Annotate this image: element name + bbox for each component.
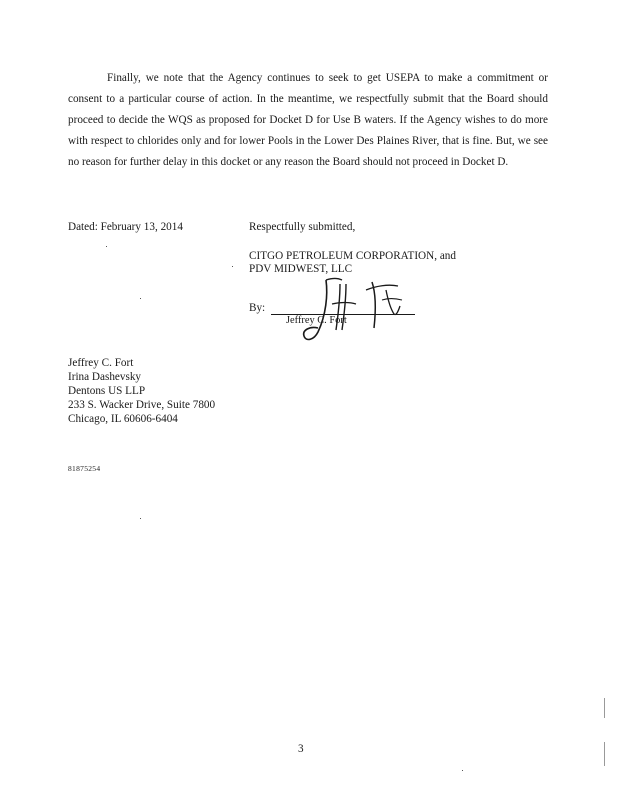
address-line: Dentons US LLP [68, 385, 146, 397]
page-number: 3 [298, 743, 304, 755]
date-line: Dated: February 13, 2014 [68, 221, 183, 233]
signer-name: Jeffrey C. Fort [286, 315, 347, 326]
scan-speck [106, 246, 107, 247]
address-line: Chicago, IL 60606-6404 [68, 413, 178, 425]
handwritten-signature [296, 270, 406, 350]
address-line: Jeffrey C. Fort [68, 357, 134, 369]
respectfully-submitted: Respectfully submitted, [249, 221, 356, 233]
body-paragraph: Finally, we note that the Agency continues to seek to get USEPA to make a commitment or consent to a particular course of action. In the meantime, we respectfully submit that the Board should proceed to decide the WQS as proposed for Docket D for Use B waters. If the Agency wishes to do more with respect to chlorides only and for lower Pools in the Lower Des Plaines River, that is fine. But, we see no reason for further delay in this docket or any reason the Board should not proceed in Docket D. [68, 72, 548, 168]
scan-edge-mark [604, 698, 605, 718]
address-line: Irina Dashevsky [68, 371, 142, 383]
by-label: By: [249, 302, 266, 314]
scan-edge-mark [604, 742, 605, 766]
company-name-line-1: CITGO PETROLEUM CORPORATION, and [249, 250, 456, 262]
scan-speck [140, 298, 141, 299]
company-name-line-2: PDV MIDWEST, LLC [249, 263, 353, 275]
scan-speck [140, 518, 141, 519]
address-line: 233 S. Wacker Drive, Suite 7800 [68, 399, 216, 411]
document-id: 81875254 [68, 464, 101, 473]
scan-speck [232, 266, 233, 267]
scan-speck [462, 770, 463, 771]
attorney-address-block [68, 356, 215, 426]
